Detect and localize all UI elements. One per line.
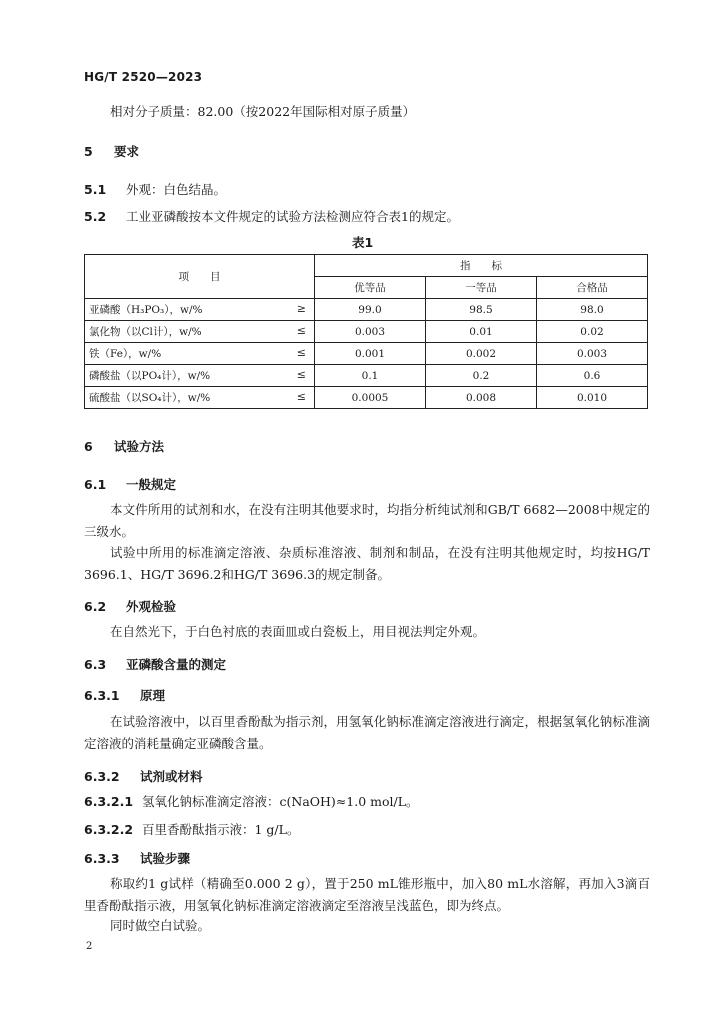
clause-number: 6.3.2: [84, 769, 120, 784]
cell-value: 0.02: [537, 321, 648, 343]
standard-header: HG/T 2520—2023: [84, 70, 203, 84]
clause-number: 6.3.2.1: [84, 794, 134, 809]
row-item: [85, 365, 315, 387]
comparison-symbol: ≤: [296, 324, 306, 337]
clause-5-2: [84, 207, 459, 225]
clause-title: 亚磷酸含量的测定: [126, 657, 227, 672]
clause-6-3-heading: [84, 655, 226, 673]
clause-title: 原理: [140, 688, 166, 703]
comparison-symbol: ≤: [296, 390, 306, 403]
header-grade-first: 一等品: [426, 277, 537, 299]
table-caption: 表1: [352, 235, 374, 250]
clause-6-3-2-1: [84, 792, 419, 810]
clause-text: 外观：白色结晶。: [126, 182, 227, 197]
clause-title: 一般规定: [126, 477, 177, 492]
cell-value: 0.1: [315, 365, 426, 387]
header-index: 指 标: [315, 255, 648, 277]
clause-number: 6.3: [84, 657, 107, 672]
cell-value: 0.003: [315, 321, 426, 343]
cell-value: 0.010: [537, 387, 648, 409]
section-title: 要求: [114, 144, 140, 159]
clause-6-3-2-2: [84, 820, 299, 838]
clause-6-3-3-heading: [84, 849, 190, 867]
paragraph: 在试验溶液中，以百里香酚酞为指示剂，用氢氧化钠标准滴定溶液进行滴定，根据氢氧化钠标准滴定溶液的消耗量确定亚磷酸含量。: [84, 714, 650, 751]
paragraph: 称取约1 g试样（精确至0.000 2 g），置于250 mL锥形瓶中，加入80 mL水溶解，再加入3滴百里香酚酞指示液，用氢氧化钠标准滴定溶液滴定至溶液呈浅蓝色，即为终点。: [84, 876, 650, 913]
section-number: 5: [84, 144, 93, 159]
item-label: 铁（Fe），w/%: [89, 348, 162, 360]
page-number: 2: [86, 941, 93, 952]
clause-6-2-heading: [84, 597, 176, 615]
paragraph: 试验中所用的标准滴定溶液、杂质标准溶液、制剂和制品，在没有注明其他规定时，均按HG/T 3696.1、HG/T 3696.2和HG/T 3696.3的规定制备。: [84, 545, 650, 582]
clause-number: 6.3.1: [84, 688, 120, 703]
cell-value: 0.002: [426, 343, 537, 365]
molecular-mass-line: 相对分子质量：82.00（按2022年国际相对原子质量）: [110, 104, 416, 119]
clause-6-3-1-heading: [84, 686, 165, 704]
section-5-heading: [84, 142, 139, 160]
cell-value: 99.0: [315, 299, 426, 321]
cell-value: 0.001: [315, 343, 426, 365]
cell-value: 0.2: [426, 365, 537, 387]
header-grade-qualified: 合格品: [537, 277, 648, 299]
comparison-symbol: ≤: [296, 346, 306, 359]
clause-number: 6.3.3: [84, 851, 120, 866]
clause-6-1-heading: [84, 475, 176, 493]
item-label: 氯化物（以Cl计），w/%: [89, 326, 202, 338]
clause-6-3-2-heading: [84, 767, 203, 785]
clause-number: 6.2: [84, 599, 107, 614]
row-item: [85, 387, 315, 409]
header-item: 项 目: [85, 255, 315, 299]
table-header-row: [85, 255, 648, 277]
clause-title: 外观检验: [126, 599, 177, 614]
row-item: [85, 343, 315, 365]
item-label: 亚磷酸（H₃PO₃），w/%: [89, 304, 203, 316]
cell-value: 0.008: [426, 387, 537, 409]
cell-value: 0.01: [426, 321, 537, 343]
table-row: [85, 321, 648, 343]
clause-title: 试剂或材料: [140, 769, 203, 784]
clause-number: 6.1: [84, 477, 107, 492]
clause-text: 工业亚磷酸按本文件规定的试验方法检测应符合表1的规定。: [126, 209, 459, 224]
table-row: [85, 343, 648, 365]
header-grade-superior: 优等品: [315, 277, 426, 299]
item-label: 硫酸盐（以SO₄计），w/%: [89, 392, 211, 404]
cell-value: 0.6: [537, 365, 648, 387]
cell-value: 98.0: [537, 299, 648, 321]
cell-value: 98.5: [426, 299, 537, 321]
clause-text: 百里香酚酞指示液：1 g/L。: [142, 822, 300, 837]
paragraph: 在自然光下，于白色衬底的表面皿或白瓷板上，用目视法判定外观。: [110, 624, 486, 639]
table-row: [85, 387, 648, 409]
item-label: 磷酸盐（以PO₄计），w/%: [89, 370, 211, 382]
comparison-symbol: ≥: [296, 302, 306, 315]
paragraph: 本文件所用的试剂和水，在没有注明其他要求时，均指分析纯试剂和GB/T 6682—2008中规定的三级水。: [84, 502, 650, 539]
table-row: [85, 299, 648, 321]
requirements-table: [84, 254, 648, 409]
section-number: 6: [84, 439, 93, 454]
clause-number: 5.2: [84, 209, 107, 224]
row-item: [85, 321, 315, 343]
cell-value: 0.003: [537, 343, 648, 365]
section-6-heading: [84, 437, 164, 455]
clause-5-1: [84, 180, 226, 198]
comparison-symbol: ≤: [296, 368, 306, 381]
paragraph: 同时做空白试验。: [110, 918, 211, 933]
row-item: [85, 299, 315, 321]
clause-text: 氢氧化钠标准滴定溶液：c(NaOH)≈1.0 mol/L。: [142, 794, 419, 809]
clause-number: 5.1: [84, 182, 107, 197]
table-row: [85, 365, 648, 387]
clause-number: 6.3.2.2: [84, 822, 134, 837]
clause-title: 试验步骤: [140, 851, 191, 866]
section-title: 试验方法: [114, 439, 165, 454]
cell-value: 0.0005: [315, 387, 426, 409]
